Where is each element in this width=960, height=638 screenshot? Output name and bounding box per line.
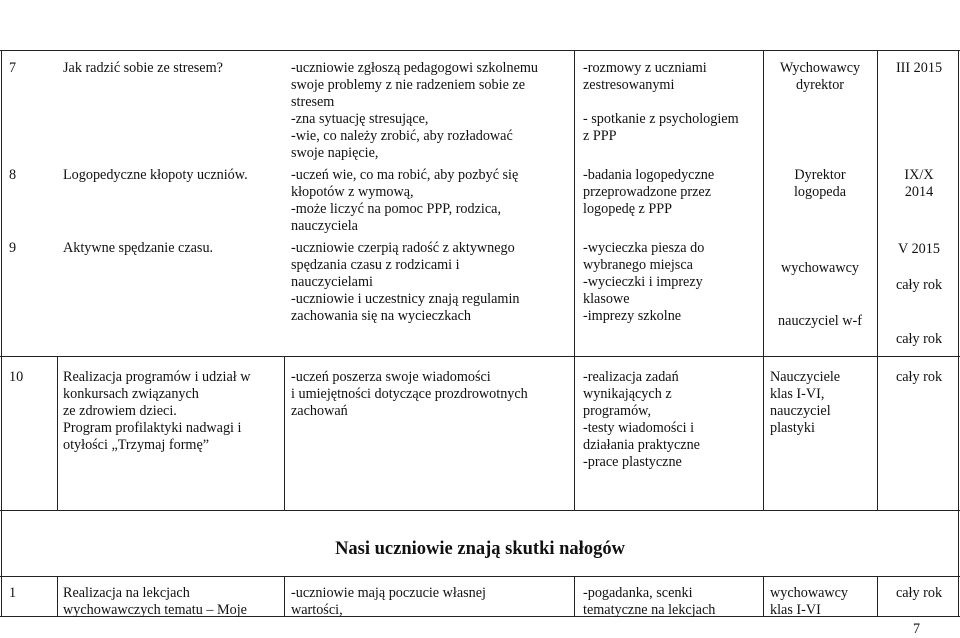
row-7-responsible: Wychowawcy dyrektor xyxy=(779,60,861,93)
row-8-goals: -uczeń wie, co ma robić, aby pozbyć się kłopotów z wymową, -może liczyć na pomoc PPP, rodzica, nauczyciela xyxy=(291,167,519,234)
row-8-date: IX/X 2014 xyxy=(904,167,934,200)
row-9-date-2: cały rok xyxy=(895,277,943,293)
section-title: Nasi uczniowie znają skutki nałogów xyxy=(335,539,625,559)
row-7-topic: Jak radzić sobie ze stresem? xyxy=(63,60,223,76)
row-divider-section-row xyxy=(0,576,960,577)
row-7-goals: -uczniowie zgłoszą pedagogowi szkolnemu swoje problemy z nie radzeniem sobie ze stresem -zna sytuację stresujące, -wie, co należy zrobić, aby rozładować swoje napięcie, xyxy=(291,60,539,161)
row-8-topic: Logopedyczne kłopoty uczniów. xyxy=(63,167,248,183)
section-row-goals: -uczniowie mają poczucie własnej wartości, xyxy=(291,585,486,618)
col-divider-5 xyxy=(877,50,878,510)
row-8-forms: -badania logopedyczne przeprowadzone przez logopedę z PPP xyxy=(583,167,715,217)
row-10-number: 10 xyxy=(9,369,24,385)
col-border-left xyxy=(1,50,2,616)
col-divider-2b xyxy=(284,576,285,616)
page-number: 7 xyxy=(913,621,921,637)
section-row-number: 1 xyxy=(9,585,17,601)
row-7-forms: -rozmowy z uczniami zestresowanymi - spotkanie z psychologiem z PPP xyxy=(583,60,739,144)
row-divider-10 xyxy=(0,356,960,357)
row-8-responsible: Dyrektor logopeda xyxy=(793,167,846,200)
col-divider-5b xyxy=(877,576,878,616)
row-10-responsible: Nauczyciele klas I-VI, nauczyciel plastyki xyxy=(770,369,841,436)
row-9-goals: -uczniowie czerpią radość z aktywnego spędzania czasu z rodzicami i nauczycielami -uczniowie i uczestnicy znają regulamin zachowania się na wycieczkach xyxy=(291,240,520,324)
col-divider-1 xyxy=(57,356,58,510)
row-10-goals: -uczeń poszerza swoje wiadomości i umiejętności dotyczące prozdrowotnych zachowań xyxy=(291,369,528,419)
row-7-number: 7 xyxy=(9,60,17,76)
row-7-date: III 2015 xyxy=(895,60,943,76)
section-row-forms: -pogadanka, scenki tematyczne na lekcjach xyxy=(583,585,716,618)
row-9-forms: -wycieczka piesza do wybranego miejsca -wycieczki i imprezy klasowe -imprezy szkolne xyxy=(583,240,705,324)
section-row-date: cały rok xyxy=(895,585,943,601)
section-row-topic: Realizacja na lekcjach wychowawczych tematu – Moje xyxy=(63,585,247,618)
row-9-responsible-2: nauczyciel w-f xyxy=(778,313,862,329)
col-divider-2 xyxy=(284,356,285,510)
row-9-responsible-1: wychowawcy xyxy=(780,260,859,276)
row-9-date-3: cały rok xyxy=(895,331,943,347)
row-10-date: cały rok xyxy=(895,369,943,385)
section-row-responsible: wychowawcy klas I-VI xyxy=(770,585,849,618)
row-divider-section xyxy=(0,510,960,511)
col-divider-1b xyxy=(57,576,58,616)
row-10-forms: -realizacja zadań wynikających z programów, -testy wiadomości i działania praktyczne -prace plastyczne xyxy=(583,369,700,470)
row-10-topic: Realizacja programów i udział w konkursach związanych ze zdrowiem dzieci. Program profilaktyki nadwagi i otyłości „Trzymaj formę” xyxy=(63,369,251,453)
row-9-topic: Aktywne spędzanie czasu. xyxy=(63,240,214,256)
row-8-number: 8 xyxy=(9,167,17,183)
row-9-date-1: V 2015 xyxy=(898,241,940,257)
row-9-number: 9 xyxy=(9,240,17,256)
table-top-border xyxy=(0,50,960,51)
col-border-right xyxy=(958,50,959,616)
